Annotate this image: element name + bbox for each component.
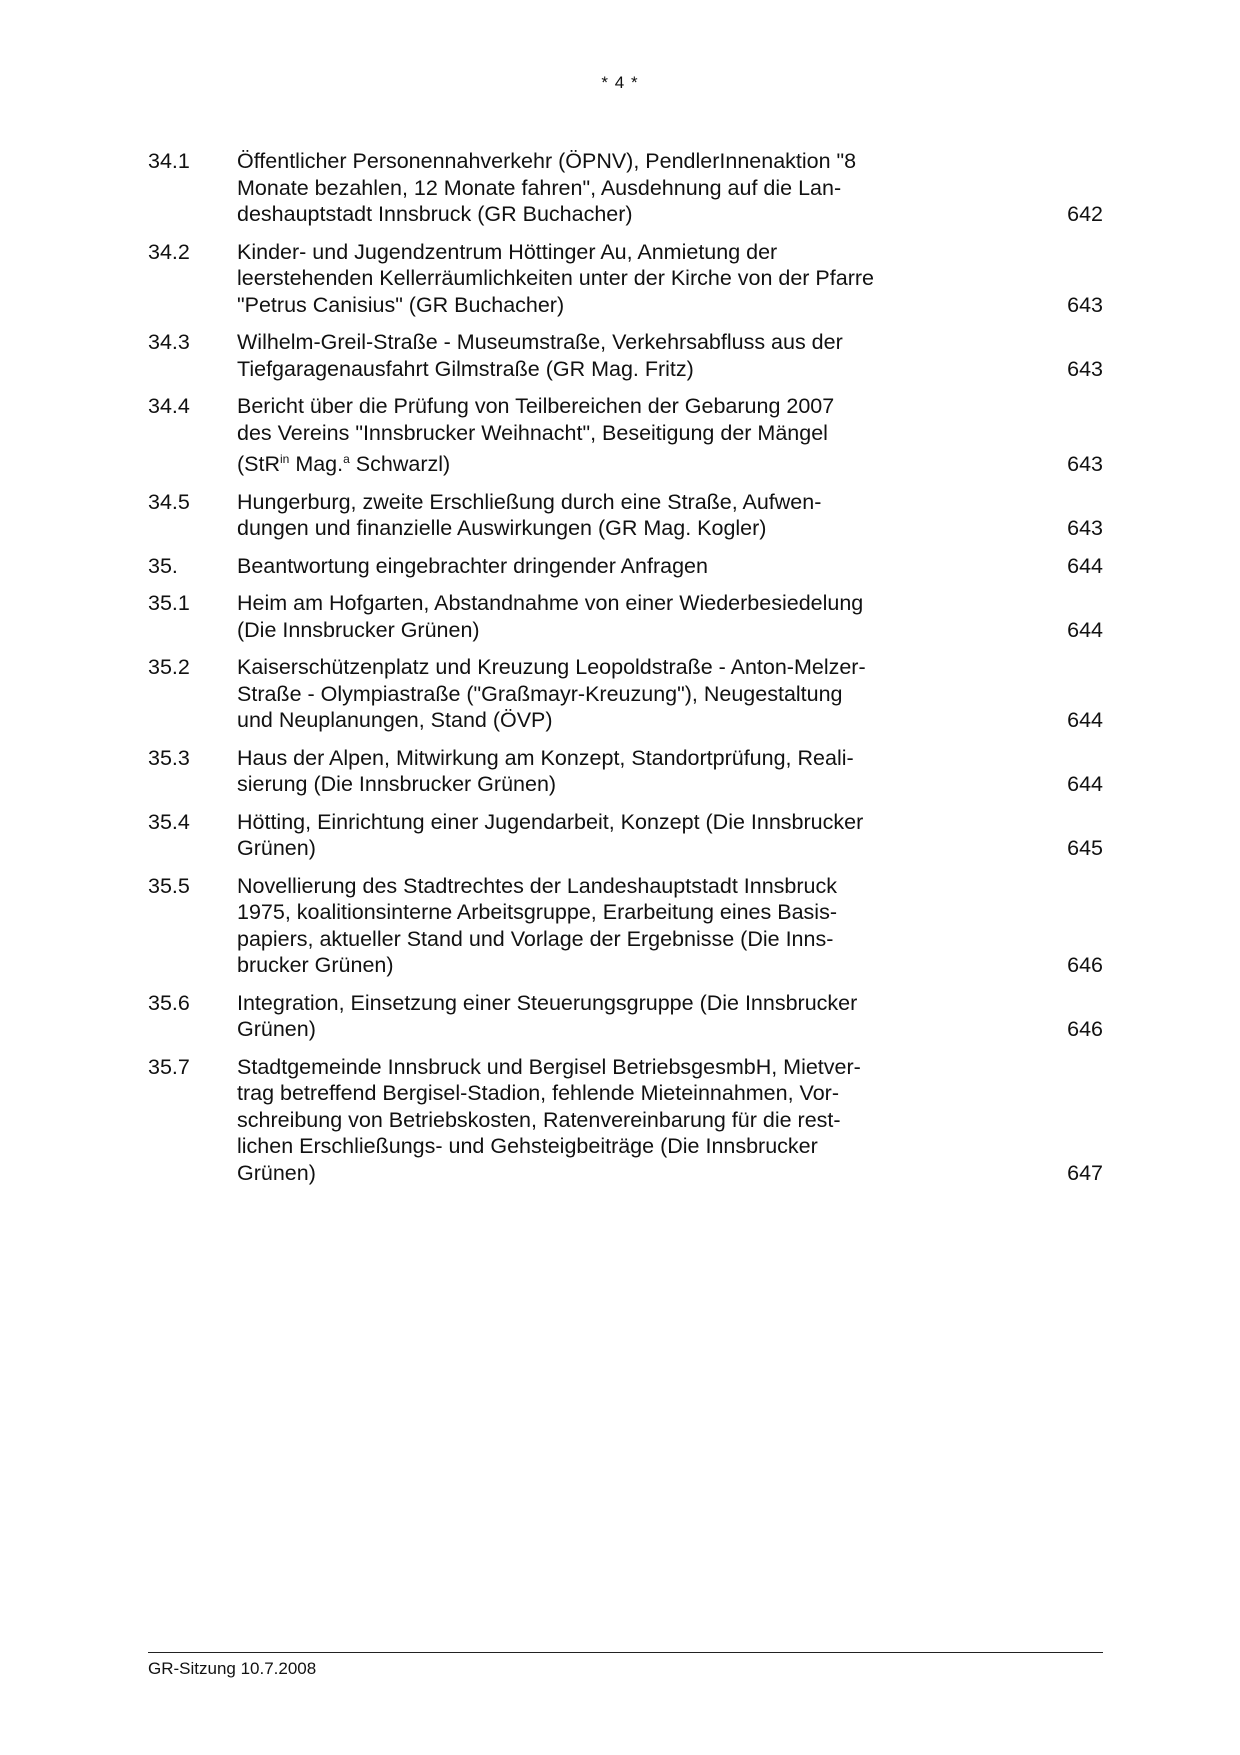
entry-page-number: 644 bbox=[1067, 772, 1103, 797]
toc-entry-35-2 bbox=[148, 654, 1103, 734]
entry-line: dungen und finanzielle Auswirkungen (GR Mag. Kogler) bbox=[237, 516, 767, 541]
entry-line: Monate bezahlen, 12 Monate fahren", Ausdehnung auf die Lan- bbox=[237, 175, 842, 200]
entry-line: Straße - Olympiastraße ("Graßmayr-Kreuzung"), Neugestaltung bbox=[237, 681, 843, 706]
entry-title bbox=[237, 553, 937, 580]
footer-session-date: GR-Sitzung 10.7.2008 bbox=[148, 1659, 317, 1678]
entry-title bbox=[237, 745, 937, 798]
toc-entry-35-1 bbox=[148, 590, 1103, 643]
entry-number: 34.1 bbox=[148, 149, 190, 173]
entry-title bbox=[237, 148, 937, 228]
entry-title bbox=[237, 590, 937, 643]
entry-title bbox=[237, 873, 937, 979]
entry-line: (Die Innsbrucker Grünen) bbox=[237, 617, 480, 642]
entry-number: 34.2 bbox=[148, 239, 190, 264]
entry-number: 35.2 bbox=[148, 655, 190, 680]
entry-page-number: 644 bbox=[1067, 708, 1103, 733]
entry-page-number: 645 bbox=[1067, 836, 1103, 861]
entry-line: Öffentlicher Personennahverkehr (ÖPNV), PendlerInnenaktion "8 bbox=[237, 149, 857, 173]
entry-line: leerstehenden Kellerräumlichkeiten unter der Kirche von der Pfarre bbox=[237, 266, 874, 290]
entry-title bbox=[237, 809, 937, 862]
entry-line: Beantwortung eingebrachter dringender Anfragen bbox=[237, 553, 708, 578]
entry-page-number: 646 bbox=[1067, 953, 1103, 978]
entry-number: 35.1 bbox=[148, 591, 190, 616]
toc-entry-34-4 bbox=[148, 393, 1103, 478]
entry-number: 35.5 bbox=[148, 873, 190, 898]
entry-line-part: Schwarzl) bbox=[349, 452, 451, 477]
entry-line: deshauptstadt Innsbruck (GR Buchacher) bbox=[237, 202, 633, 226]
entry-title bbox=[237, 990, 937, 1043]
toc-entry-34-2 bbox=[148, 239, 1103, 319]
toc-entry-35-7 bbox=[148, 1054, 1103, 1187]
toc-entry-35-4 bbox=[148, 809, 1103, 862]
entry-line: Grünen) bbox=[237, 1160, 316, 1185]
entry-page-number: 643 bbox=[1067, 292, 1103, 317]
entry-line: Hungerburg, zweite Erschließung durch eine Straße, Aufwen- bbox=[237, 489, 822, 514]
entry-line: Tiefgaragenausfahrt Gilmstraße (GR Mag. Fritz) bbox=[237, 356, 694, 381]
entry-line: 1975, koalitionsinterne Arbeitsgruppe, Erarbeitung eines Basis- bbox=[237, 900, 837, 925]
entry-line: "Petrus Canisius" (GR Buchacher) bbox=[237, 292, 565, 317]
entry-line: papiers, aktueller Stand und Vorlage der Ergebnisse (Die Inns- bbox=[237, 926, 834, 951]
entry-line: Novellierung des Stadtrechtes der Landeshauptstadt Innsbruck bbox=[237, 873, 837, 898]
entry-page-number: 642 bbox=[1067, 202, 1103, 226]
toc-entry-34-5 bbox=[148, 489, 1103, 542]
entry-page-number: 646 bbox=[1067, 1017, 1103, 1042]
entry-line: und Neuplanungen, Stand (ÖVP) bbox=[237, 708, 553, 733]
entry-page-number: 643 bbox=[1067, 452, 1103, 477]
entry-title bbox=[237, 329, 937, 382]
entry-line: Heim am Hofgarten, Abstandnahme von einer Wiederbesiedelung bbox=[237, 591, 864, 616]
entry-line: Bericht über die Prüfung von Teilbereichen der Gebarung 2007 bbox=[237, 394, 835, 418]
entry-page-number: 647 bbox=[1067, 1160, 1103, 1185]
page-number: * 4 * bbox=[601, 73, 639, 92]
superscript-a: a bbox=[343, 452, 350, 466]
entry-line: Haus der Alpen, Mitwirkung am Konzept, Standortprüfung, Reali- bbox=[237, 745, 854, 770]
entry-number: 35.6 bbox=[148, 990, 190, 1015]
entry-line: Kinder- und Jugendzentrum Höttinger Au, Anmietung der bbox=[237, 239, 778, 264]
entry-line: Grünen) bbox=[237, 1017, 316, 1042]
entry-line-part: Mag. bbox=[289, 452, 344, 477]
entry-number: 34.5 bbox=[148, 489, 190, 514]
entry-number: 35.3 bbox=[148, 745, 190, 770]
footer-divider bbox=[148, 1652, 1103, 1653]
entry-line: schreibung von Betriebskosten, Ratenvereinbarung für die rest- bbox=[237, 1107, 841, 1132]
entry-line bbox=[237, 446, 937, 478]
entry-line: Wilhelm-Greil-Straße - Museumstraße, Verkehrsabfluss aus der bbox=[237, 330, 843, 354]
table-of-contents bbox=[148, 148, 1103, 1197]
entry-line: trag betreffend Bergisel-Stadion, fehlende Mieteinnahmen, Vor- bbox=[237, 1081, 839, 1106]
entry-page-number: 643 bbox=[1067, 516, 1103, 541]
entry-title bbox=[237, 393, 937, 478]
entry-number: 35.4 bbox=[148, 809, 190, 834]
entry-page-number: 643 bbox=[1067, 356, 1103, 381]
entry-line: brucker Grünen) bbox=[237, 953, 394, 978]
toc-entry-35-5 bbox=[148, 873, 1103, 979]
entry-title bbox=[237, 654, 937, 734]
entry-page-number: 644 bbox=[1067, 553, 1103, 578]
entry-line: des Vereins "Innsbrucker Weihnacht", Beseitigung der Mängel bbox=[237, 420, 828, 445]
toc-entry-35-6 bbox=[148, 990, 1103, 1043]
entry-number: 34.4 bbox=[148, 394, 190, 418]
entry-number: 35.7 bbox=[148, 1054, 190, 1079]
superscript-in: in bbox=[280, 452, 290, 466]
entry-title bbox=[237, 489, 937, 542]
entry-line: sierung (Die Innsbrucker Grünen) bbox=[237, 772, 557, 797]
toc-entry-34-3 bbox=[148, 329, 1103, 382]
toc-entry-34-1 bbox=[148, 148, 1103, 228]
toc-entry-35 bbox=[148, 553, 1103, 580]
entry-title bbox=[237, 239, 937, 319]
entry-line: Grünen) bbox=[237, 836, 316, 861]
entry-number: 35. bbox=[148, 553, 178, 578]
entry-page-number: 644 bbox=[1067, 617, 1103, 642]
entry-line: Integration, Einsetzung einer Steuerungsgruppe (Die Innsbrucker bbox=[237, 990, 858, 1015]
entry-line-part: (StR bbox=[237, 452, 280, 477]
entry-line: Hötting, Einrichtung einer Jugendarbeit, Konzept (Die Innsbrucker bbox=[237, 809, 864, 834]
entry-number: 34.3 bbox=[148, 330, 190, 354]
entry-title bbox=[237, 1054, 937, 1187]
entry-line: Kaiserschützenplatz und Kreuzung Leopoldstraße - Anton-Melzer- bbox=[237, 655, 866, 680]
entry-line: Stadtgemeinde Innsbruck und Bergisel BetriebsgesmbH, Mietver- bbox=[237, 1054, 861, 1079]
entry-line: lichen Erschließungs- und Gehsteigbeiträge (Die Innsbrucker bbox=[237, 1134, 818, 1159]
toc-entry-35-3 bbox=[148, 745, 1103, 798]
